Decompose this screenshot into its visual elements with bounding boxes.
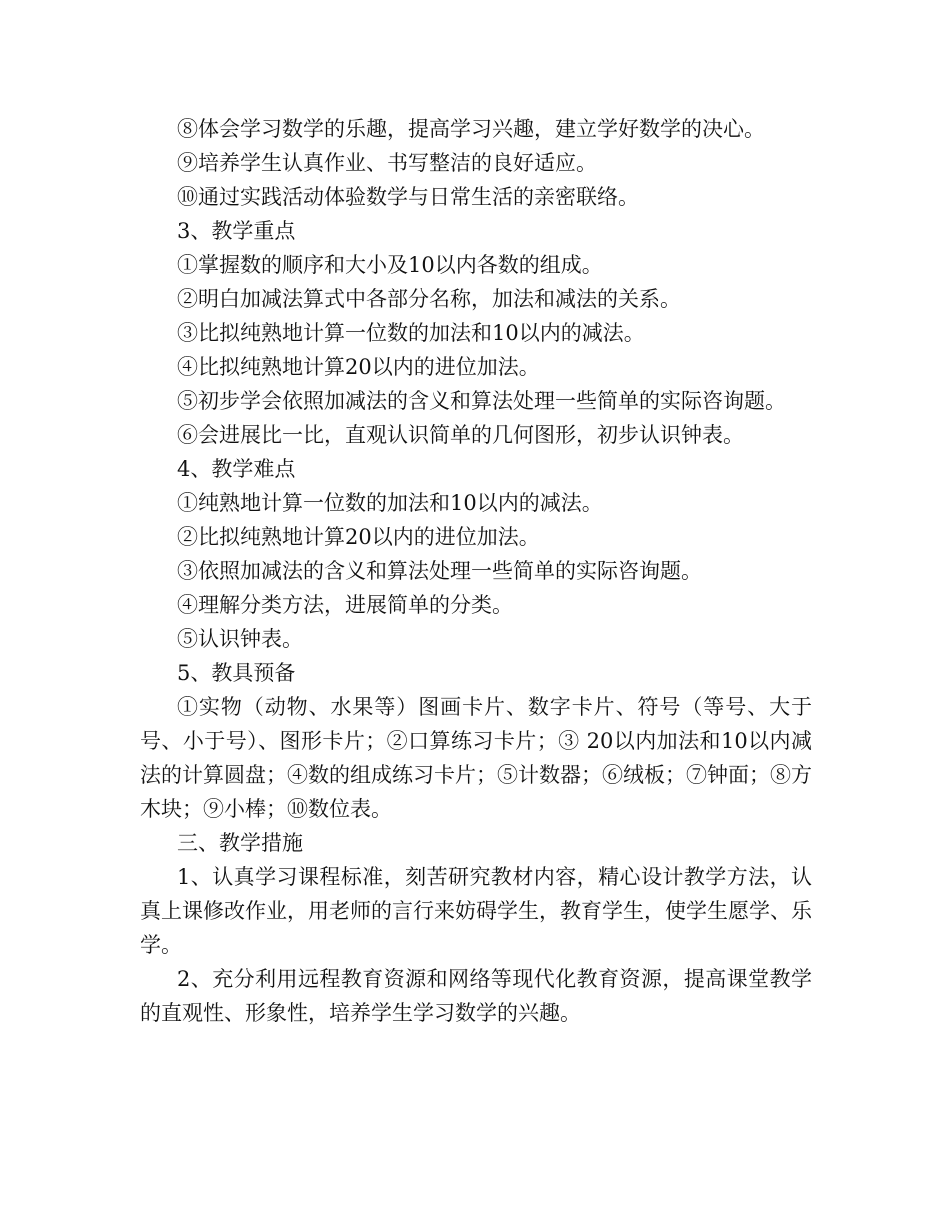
- difficulty-4: ④理解分类方法，进展简单的分类。: [177, 593, 513, 617]
- measure-1-paragraph: 1、认真学习课程标准，刻苦研究教材内容，精心设计教学方法，认真上课修改作业，用老师的言行来妨碍学生，教育学生，使学生愿学、乐学。: [140, 865, 812, 957]
- difficulty-5: ⑤认识钟表。: [177, 627, 303, 651]
- section-heading-teaching-aids: 5、教具预备: [177, 661, 296, 685]
- key-point-3: ③比拟纯熟地计算一位数的加法和10以内的减法。: [177, 321, 645, 345]
- key-point-2: ②明白加减法算式中各部分名称，加法和减法的关系。: [177, 287, 681, 311]
- measure-2-paragraph: 2、充分利用远程教育资源和网络等现代化教育资源，提高课堂教学的直观性、形象性，培养学生学习数学的兴趣。: [140, 967, 812, 1025]
- document-body: [140, 112, 812, 1030]
- objective-9: ⑨培养学生认真作业、书写整洁的良好适应。: [177, 151, 597, 175]
- section-heading-measures: 三、教学措施: [177, 831, 303, 855]
- section-heading-difficulties: 4、教学难点: [177, 457, 296, 481]
- section-heading-key-points: 3、教学重点: [177, 219, 296, 243]
- key-point-5: ⑤初步学会依照加减法的含义和算法处理一些简单的实际咨询题。: [177, 389, 786, 413]
- difficulty-2: ②比拟纯熟地计算20以内的进位加法。: [177, 525, 540, 549]
- teaching-aids-paragraph: ①实物（动物、水果等）图画卡片、数字卡片、符号（等号、大于号、小于号）、图形卡片；②口算练习卡片；③ 20以内加法和10以内减法的计算圆盘；④数的组成练习卡片；⑤计数器；⑥绒板；⑦钟面；⑧方木块；⑨小棒；⑩数位表。: [140, 695, 812, 821]
- difficulty-3: ③依照加减法的含义和算法处理一些简单的实际咨询题。: [177, 559, 702, 583]
- key-point-1: ①掌握数的顺序和大小及10以内各数的组成。: [177, 253, 603, 277]
- difficulty-1: ①纯熟地计算一位数的加法和10以内的减法。: [177, 491, 603, 515]
- key-point-4: ④比拟纯熟地计算20以内的进位加法。: [177, 355, 540, 379]
- objective-10: ⑩通过实践活动体验数学与日常生活的亲密联络。: [177, 185, 639, 209]
- key-point-6: ⑥会进展比一比，直观认识简单的几何图形，初步认识钟表。: [177, 423, 744, 447]
- objective-8: ⑧体会学习数学的乐趣，提高学习兴趣，建立学好数学的决心。: [177, 117, 765, 141]
